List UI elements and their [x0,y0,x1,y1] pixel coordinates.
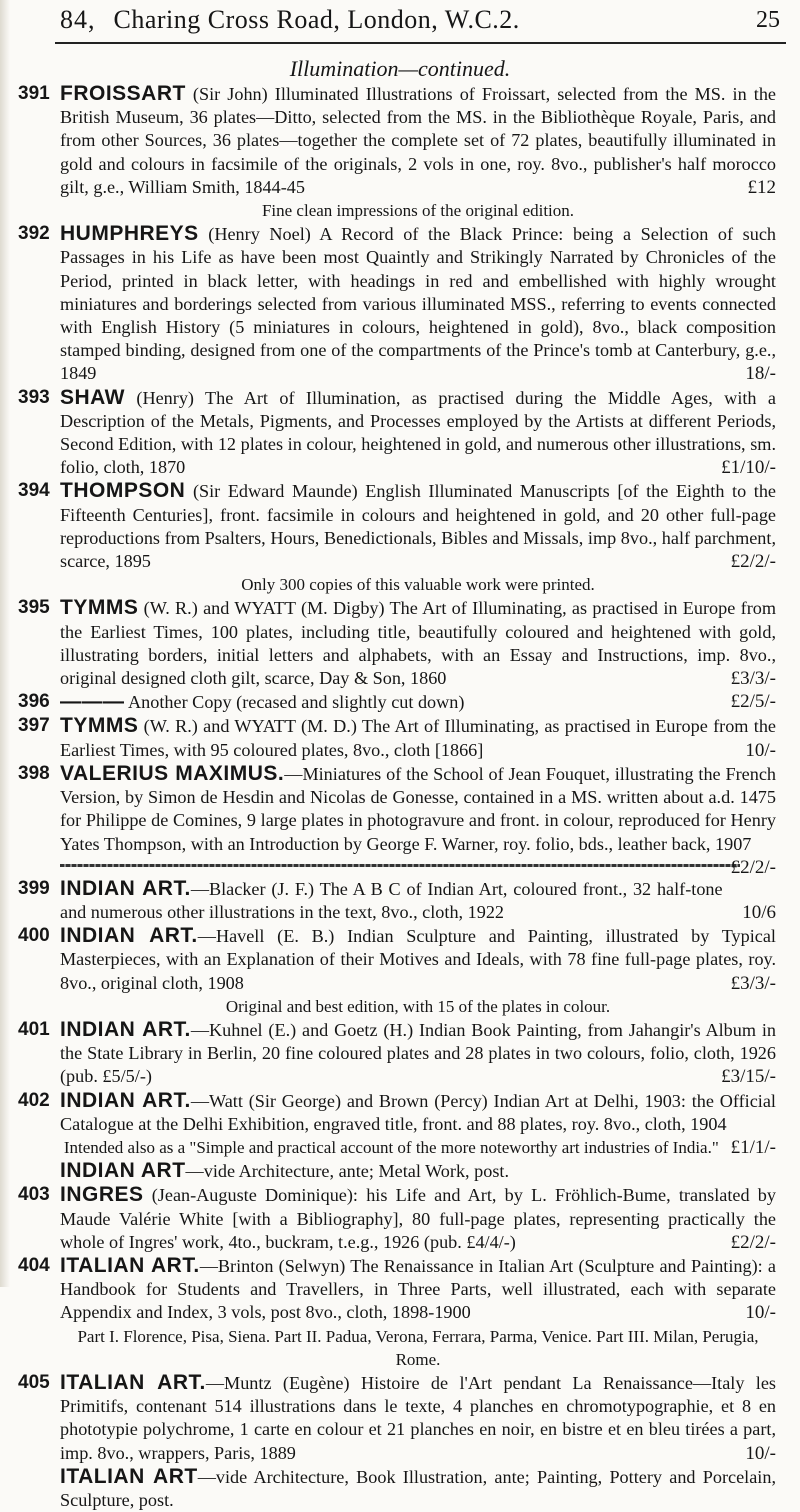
entry-number: 395 [18,597,50,619]
entry-description: —Blacker (J. F.) The A B C of Indian Art, coloured front., 32 half-tone and numerous other illustrations in the text, 8vo., cloth, 1922 [60,878,723,922]
catalogue-entry [0,1371,800,1465]
entry-description: —Muntz (Eugène) Histoire de l'Art pendant La Renaissance—Italy les Primitifs, contenant 514 illustrations dans le texte, 4 planches en chromotypographie, et 8 en phototypie polychrome, 1 carte en colour et 21 planches en noir, en bistre et en bleu tirées a part, imp. 8vo., wrappers, Paris, 1889 [60,1372,777,1463]
entry-body [60,479,776,573]
entry-heading: INDIAN ART. [60,924,198,948]
entry-number: 398 [18,762,50,784]
entry-heading: THOMPSON [60,479,186,503]
section-divider [60,864,740,867]
entry-number: 394 [18,480,50,502]
catalogue-entry [0,1089,800,1160]
entry-heading: SHAW [60,385,125,409]
catalogue-entry [0,386,800,480]
entry-heading: VALERIUS MAXIMUS. [60,761,285,785]
entry-number: 391 [18,83,50,104]
entry-description: (Sir John) Illuminated Illustrations of Froissart, selected from the MS. in the British Museum, 36 plates—Ditto, selected from the MS. in the Bibliothèque Royale, Paris, and from other Sources, 36 plates—together the complete set of 72 plates, beautifully illuminated in gold and colours in facsimile of the originals, 2 vols in one, roy. 8vo., publisher's half morocco gilt, g.e., William Smith, 1844-45 [60,84,776,197]
entry-note: Fine clean impressions of the original edition. [261,201,575,221]
entry-heading: ——— [60,690,125,714]
entry-body [60,714,776,761]
entry-body [60,1018,776,1089]
entry-number: 396 [18,691,50,713]
entry-note: Intended also as a "Simple and practical account of the more noteworthy art industries of India." [63,1137,719,1157]
entry-body [60,1254,776,1325]
entry-description: (W. R.) and WYATT (M. D.) The Art of Illuminating, as practised in Europe from the Earliest Times, with 95 coloured plates, 8vo., cloth [1866] [60,716,776,760]
catalogue-entry [0,761,800,878]
entry-price: £3/3/- [730,668,776,690]
entry-price: 10/- [745,1442,776,1464]
entry-description: —Watt (Sir George) and Brown (Percy) Indian Art at Delhi, 1903: the Official Catalogue at the Delhi Exhibition, engraved title, front. and 88 plates, roy. 8vo., cloth, 1904 [60,1090,776,1134]
entry-description: Another Copy (recased and slightly cut down) [124,692,465,713]
page-header [60,2,780,38]
entry-note: Only 300 copies of this valuable work were printed. [241,575,595,595]
entry-price: £2/5/- [730,691,776,713]
entry-number: 405 [18,1371,50,1393]
entry-heading: INDIAN ART. [60,1088,191,1112]
header-rule [55,42,786,44]
entry-body [60,222,776,385]
entry-heading: INDIAN ART. [60,1017,191,1041]
entry-heading: ITALIAN ART. [60,1370,206,1394]
entry-price: 10/6 [742,901,776,923]
entry-price: £1/10/- [721,457,776,479]
entry-description: (Henry Noel) A Record of the Black Prince: being a Selection of such Passages in his Life as have been most Quaintly and Strikingly Narrated by Chronicles of the Period, printed in black letter, with headings in red and embellished with highly wrought miniatures and borderings selected from various illuminated MSS., referring to events connected with English History (5 miniatures in colours, heightened in gold), 8vo., black composition stamped binding, designed from one of the compartments of the Prince's tomb at Canterbury, g.e., 1849 [60,224,776,384]
entry-heading: INDIAN ART. [60,876,191,900]
entry-description: (W. R.) and WYATT (M. Digby) The Art of Illuminating, as practised in Europe from the Earliest Times, 100 plates, including title, beautifully coloured and heightened with gold, illustrating borders, initial letters and alphabets, with an Essay and Instructions, imp. 8vo., original designed cloth gilt, scarce, Day & Son, 1860 [60,598,776,689]
entry-description: —Havell (E. B.) Indian Sculpture and Painting, illustrated by Typical Masterpieces, with an Explanation of their Motives and Ideals, with 78 fine full-page plates, roy. 8vo., original cloth, 1908 [60,926,776,993]
entry-number: 401 [18,1018,50,1040]
entry-body [60,761,776,878]
entry-number: 399 [18,877,50,899]
catalogue-entry [0,1254,800,1371]
entry-body [60,1183,776,1254]
section-title: Illumination—continued. [289,56,511,81]
page-number: 25 [756,6,780,33]
running-head: Charing Cross Road, London, W.C.2. [113,5,520,34]
catalogue-entry [0,596,800,690]
catalogue-entry [0,714,800,761]
entry-heading: ITALIAN ART [60,1464,198,1488]
entries-list [0,82,800,1512]
entry-heading: INDIAN ART [60,1159,186,1183]
entry-body [60,386,776,480]
entry-number: 404 [18,1254,50,1276]
entry-number: 392 [18,223,50,245]
entry-heading: ITALIAN ART. [60,1253,200,1277]
entry-description: —vide Architecture, Book Illustration, ante; Painting, Pottery and Porcelain, Sculpture, post. [60,1466,776,1510]
entry-heading: TYMMS [60,714,139,738]
entry-number: 402 [18,1089,50,1111]
entry-price: £2/2/- [730,551,776,573]
catalogue-entry [0,1465,800,1512]
entry-body [60,1159,776,1183]
entry-number: 393 [18,386,50,408]
entry-body [60,924,776,995]
catalogue-entry [0,1183,800,1254]
entry-note: Part I. Florence, Pisa, Siena. Part II. Padua, Verona, Ferrara, Parma, Venice. Part III. Milan, Perugia, Rome. [77,1326,759,1369]
catalogue-entry [0,924,800,1018]
entry-body [60,82,776,199]
entry-body [60,1465,776,1512]
entry-number: 403 [18,1184,50,1206]
entry-price: £2/2/- [730,856,776,878]
catalogue-entry [0,877,800,924]
entry-price: 18/- [745,363,776,385]
catalogue-entry [0,82,800,222]
entry-description: —Brinton (Selwyn) The Renaissance in Italian Art (Sculpture and Painting): a Handbook for Students and Travellers, in Three Parts, well illustrated, each with separate Appendix and Index, 3 vols, post 8vo., cloth, 1898-1900 [60,1255,777,1323]
entry-description: —vide Architecture, ante; Metal Work, post. [185,1161,510,1182]
entry-heading: TYMMS [60,596,139,620]
entry-description: (Sir Edward Maunde) English Illuminated Manuscripts [of the Eighth to the Fifteenth Centuries], front. facsimile in colours and heightened in gold, and 20 other full-page reproductions from Psalters, Hours, Benedictionals, Bibles and Missals, imp 8vo., half parchment, scarce, 1895 [60,481,776,572]
entry-price: £12 [747,176,776,198]
entry-price: £3/3/- [730,972,776,994]
catalogue-entry [0,222,800,385]
catalogue-entry [0,690,800,714]
entry-heading: INGRES [60,1183,144,1207]
entry-price: 10/- [745,739,776,761]
entry-heading: HUMPHREYS [60,222,199,246]
entry-body [60,690,776,714]
entry-body [60,1371,776,1465]
entry-description: —Kuhnel (E.) and Goetz (H.) Indian Book Painting, from Jahangir's Album in the State Library in Berlin, 20 fine coloured plates and 28 plates in two colours, folio, cloth, 1926 (pub. £5/5/-) [60,1019,776,1087]
catalogue-entry [0,1018,800,1089]
catalogue-entry [0,479,800,596]
entry-description: —Miniatures of the School of Jean Fouquet, illustrating the French Version, by Simon de Hesdin and Nicolas de Gonesse, contained in a MS. written about a.d. 1475 for Philippe de Comines, 9 large plates in photogravure and front. in colour, reproduced for Henry Yates Thompson, with an Introduction by George F. Warner, roy. folio, bds., leather back, 1907 [60,763,776,854]
entry-price: £2/2/- [730,1231,776,1253]
entry-body [60,596,776,690]
entry-heading: FROISSART [60,82,186,105]
entry-price: £1/1/- [730,1136,776,1158]
entry-description: (Henry) The Art of Illumination, as practised during the Middle Ages, with a Description of the Metals, Pigments, and Processes employed by the Artists at different Periods, Second Edition, with 12 plates in colour, heightened in gold, and numerous other illustrations, sm. folio, cloth, 1870 [60,387,776,478]
entry-note: Original and best edition, with 15 of the plates in colour. [225,996,611,1016]
entry-number: 397 [18,715,50,737]
entry-description: (Jean-Auguste Dominique): his Life and Art, by L. Fröhlich-Bume, translated by Maude Valérie White [with a Bibliography], 80 full-page plates, representing practically the whole of Ingres' work, 4to., buckram, t.e.g., 1926 (pub. £4/4/-) [60,1185,776,1252]
entry-number: 400 [18,925,50,947]
catalogue-entry [0,1159,800,1183]
entry-price: 10/- [745,1302,776,1324]
entry-body [60,877,776,924]
entry-price: £3/15/- [721,1066,776,1088]
header-prefix: 84, [60,5,96,34]
